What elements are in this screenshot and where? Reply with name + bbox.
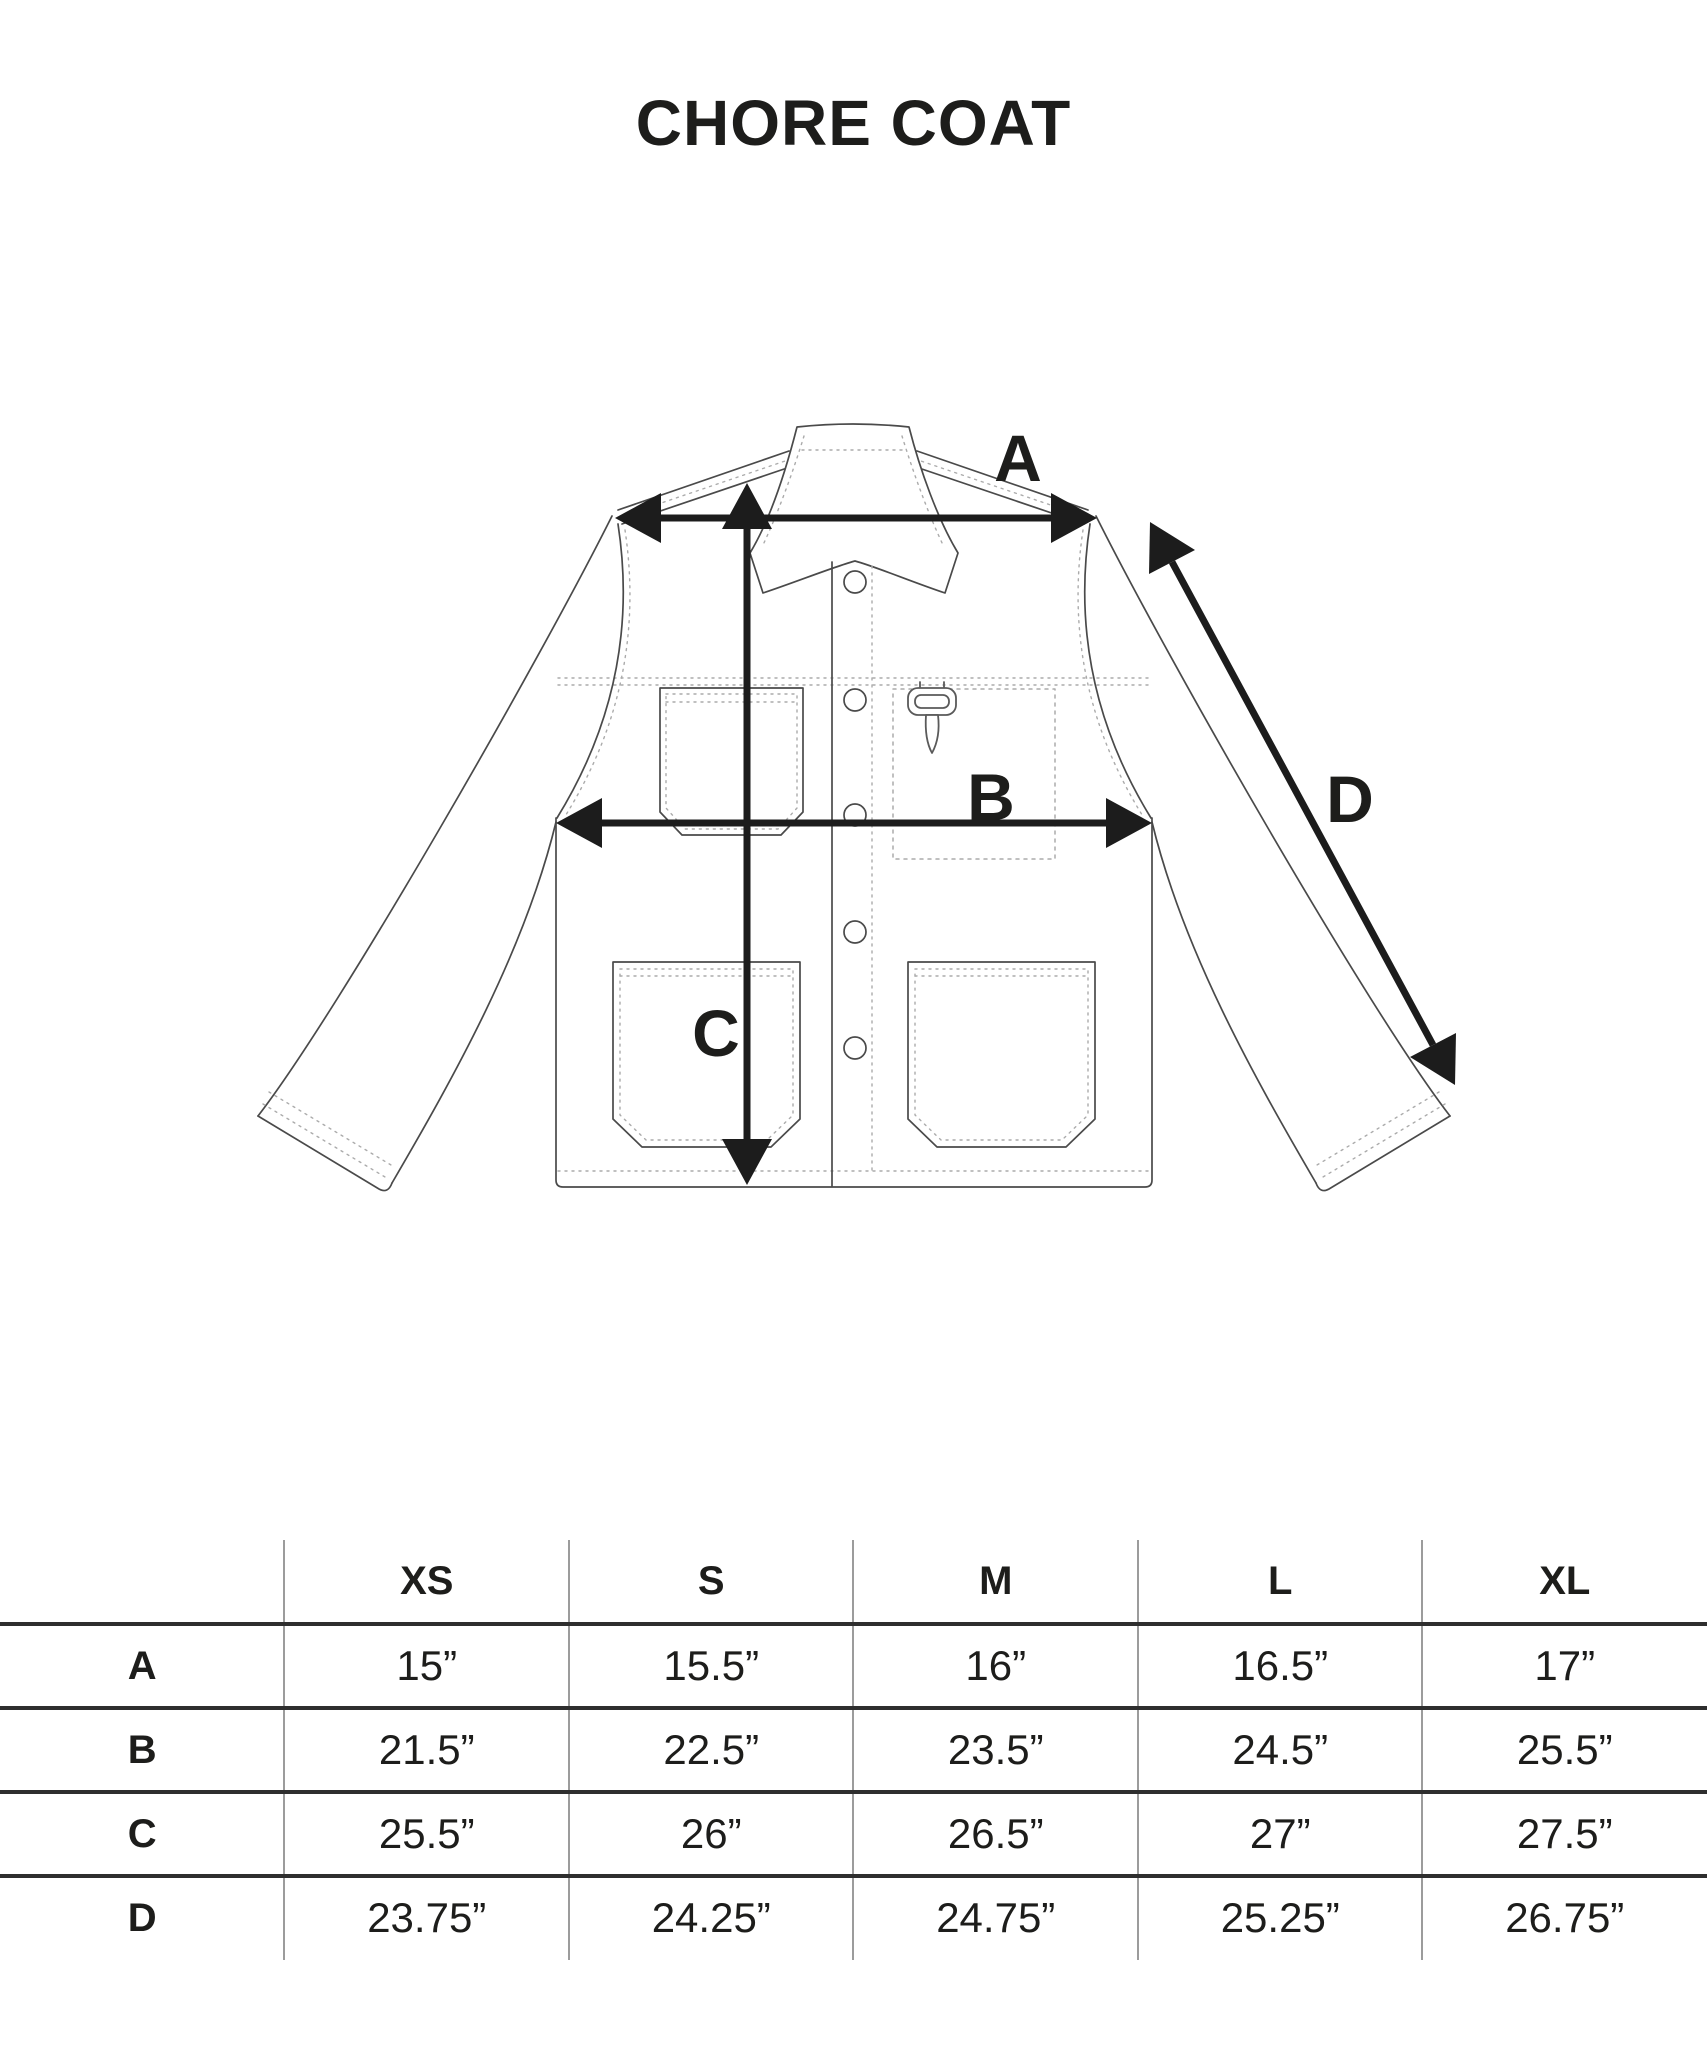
measurement-value: 23.75”: [367, 1894, 487, 1941]
measurement-value: 24.5”: [1232, 1726, 1329, 1773]
measurement-value: 22.5”: [663, 1726, 760, 1773]
column-header: S: [697, 1558, 725, 1603]
armhole-seams: [557, 524, 1151, 818]
column-header: M: [979, 1558, 1013, 1603]
measurement-value: 16”: [965, 1642, 1027, 1689]
measurement-arrows: [556, 483, 1456, 1185]
button: [844, 921, 866, 943]
lower-right-pocket: [908, 962, 1095, 1147]
measurement-value: 25.5”: [1516, 1726, 1613, 1773]
label-d: D: [1326, 762, 1374, 836]
measurement-value: 26.5”: [947, 1810, 1044, 1857]
column-header: L: [1268, 1558, 1293, 1603]
measurement-value: 16.5”: [1232, 1642, 1329, 1689]
corner-cell: [0, 1540, 285, 1622]
size-table: [0, 1540, 1707, 1960]
button: [844, 571, 866, 593]
column-header: XS: [400, 1558, 454, 1603]
button-placket: [832, 562, 872, 1186]
button: [844, 1037, 866, 1059]
measurement-value: 17”: [1534, 1642, 1596, 1689]
button: [844, 689, 866, 711]
column-header: XL: [1539, 1558, 1591, 1603]
right-sleeve: [1096, 516, 1450, 1191]
measurement-value: 26.75”: [1505, 1894, 1625, 1941]
measurement-value: 25.5”: [378, 1810, 475, 1857]
measurement-value: 27”: [1249, 1810, 1311, 1857]
key-fob: [908, 682, 956, 753]
table-row: [0, 1710, 1707, 1790]
chest-pocket: [660, 688, 803, 835]
row-label: A: [127, 1643, 157, 1688]
table-row: [0, 1878, 1707, 1958]
measurement-value: 26”: [680, 1810, 742, 1857]
table-row: [0, 1794, 1707, 1874]
row-label: B: [127, 1727, 157, 1772]
label-a: A: [994, 421, 1042, 495]
measurement-value: 21.5”: [378, 1726, 475, 1773]
measurement-value: 24.75”: [936, 1894, 1056, 1941]
jacket-collar: [750, 424, 958, 593]
label-c: C: [692, 996, 740, 1070]
table-header-row: [0, 1540, 1707, 1622]
measurement-value: 15.5”: [663, 1642, 760, 1689]
label-b: B: [967, 760, 1015, 834]
measurement-value: 23.5”: [947, 1726, 1044, 1773]
page-title: CHORE COAT: [635, 87, 1072, 159]
left-sleeve: [258, 516, 612, 1191]
measurement-value: 25.25”: [1220, 1894, 1340, 1941]
measurement-value: 15”: [396, 1642, 458, 1689]
table-row: [0, 1626, 1707, 1706]
arrow-d: [1149, 522, 1456, 1085]
row-label: D: [127, 1895, 157, 1940]
measurement-value: 24.25”: [651, 1894, 771, 1941]
row-label: C: [127, 1811, 157, 1856]
measurement-value: 27.5”: [1516, 1810, 1613, 1857]
